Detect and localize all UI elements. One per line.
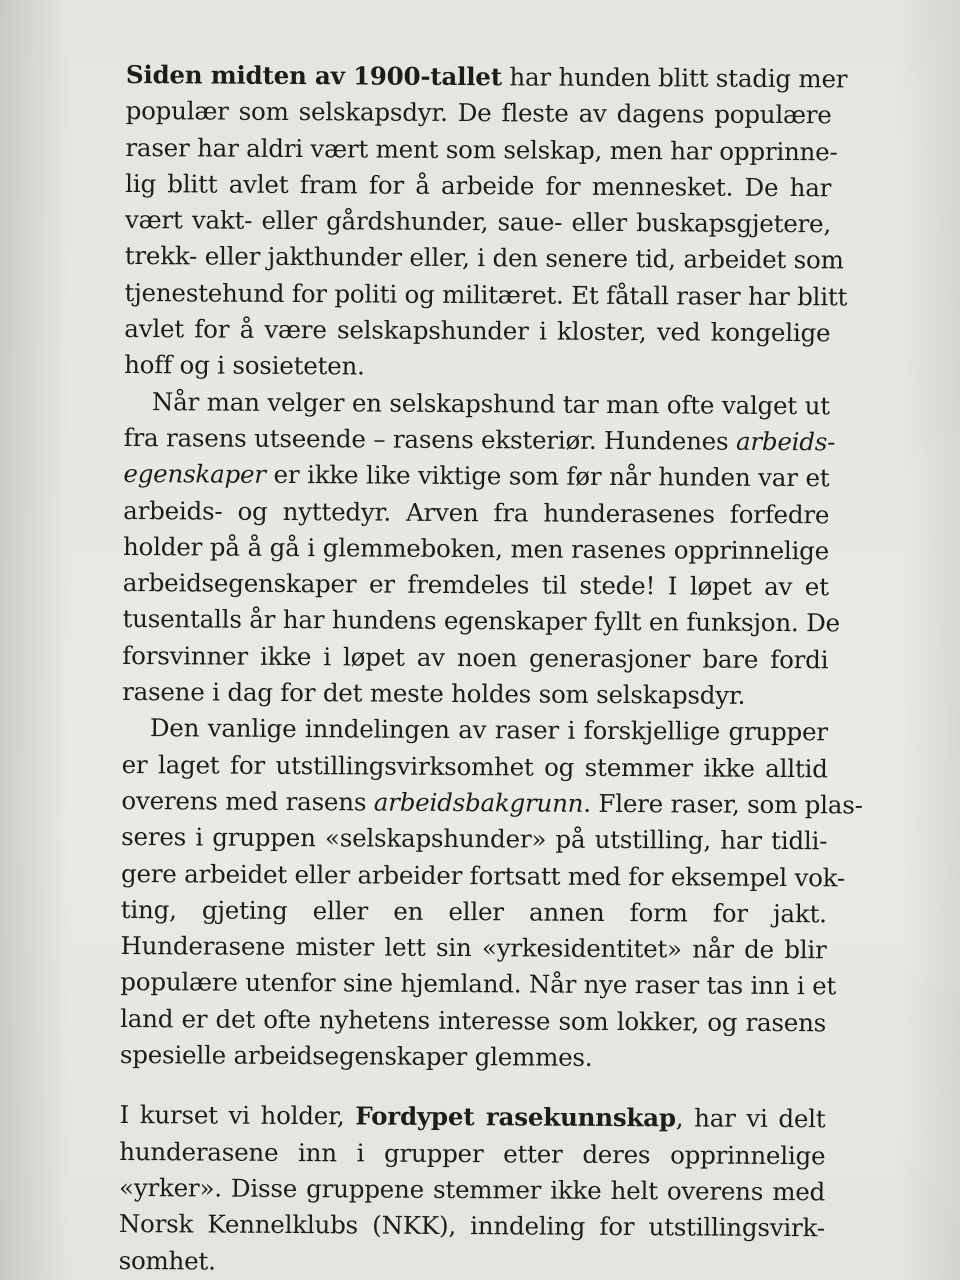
italic-term: egenskaper bbox=[123, 459, 266, 490]
text-line: rasene i dag for det meste holdes som selskapsdyr. bbox=[122, 677, 746, 710]
text-line: lig blitt avlet fram for å arbeide for mennesket. De har bbox=[125, 168, 832, 203]
text-line: trekk- eller jakthunder eller, i den senere tid, arbeidet som bbox=[124, 241, 844, 275]
text-line: hunderasene inn i grupper etter deres opprinnelige bbox=[119, 1136, 826, 1170]
text-line bbox=[119, 1097, 825, 1138]
text-line: somhet. bbox=[118, 1245, 216, 1276]
text-line: raser har aldri vært ment som selskap, men har opprinne- bbox=[125, 132, 838, 166]
text-line: vært vakt- eller gårdshunder, saue- eller buskapsgjetere, bbox=[124, 205, 832, 239]
text-line: ting, gjeting eller en eller annen form for jakt. bbox=[120, 894, 827, 929]
text-line: avlet for å være selskapshunder i kloster, ved kongelige bbox=[124, 314, 831, 348]
text-line: er laget for utstillingsvirksomhet og stemmer ikke alltid bbox=[121, 749, 828, 783]
text-line bbox=[125, 57, 848, 98]
paragraph-1 bbox=[124, 57, 848, 388]
body-text bbox=[118, 57, 863, 1280]
text-run: . Flere raser, som plas- bbox=[583, 788, 863, 820]
text-line: Hunderasene mister lett sin «yrkesidentitet» når de blir bbox=[120, 931, 827, 965]
text-line: holder på å gå i glemmeboken, men rasenes opprinnelige bbox=[122, 531, 830, 566]
text-line bbox=[123, 420, 836, 461]
text-line: arbeids- og nyttedyr. Arven fra hunderasenes forfedre bbox=[123, 495, 830, 529]
text-line: arbeidsegenskaper er fremdeles til stede! I løpet av et bbox=[122, 568, 829, 602]
text-run: er ikke like viktige som før når hunden var et bbox=[273, 460, 830, 493]
page-shadow-left bbox=[0, 0, 70, 1280]
text-line: Norsk Kennelklubs (NKK), inndeling for utstillingsvirk- bbox=[118, 1209, 825, 1243]
text-run: I kurset vi holder, bbox=[119, 1100, 356, 1131]
text-line: populær som selskapsdyr. De fleste av dagens populære bbox=[125, 96, 832, 130]
text-line: land er det ofte nyhetens interesse som lokker, og rasens bbox=[120, 1003, 827, 1038]
text-line bbox=[121, 783, 863, 824]
text-line: gere arbeidet eller arbeider fortsatt med for eksempel vok- bbox=[120, 858, 846, 892]
text-line: hoff og i sosieteten. bbox=[124, 350, 365, 381]
text-line: tusentalls år har hundens egenskaper fyllt en funksjon. De bbox=[122, 604, 841, 638]
text-line: forsvinner ikke i løpet av noen generasjoner bare fordi bbox=[122, 640, 829, 675]
bold-course-name: Fordypet rasekunnskap bbox=[355, 1101, 676, 1133]
paragraph-3 bbox=[119, 710, 863, 1077]
page-shadow-right bbox=[900, 0, 960, 1280]
text-run: har hunden blitt stadig mer bbox=[501, 62, 848, 94]
text-run: overens med rasens bbox=[121, 785, 374, 817]
text-line: «yrker». Disse gruppene stemmer ikke helt overens med bbox=[119, 1172, 826, 1207]
text-line: populære utenfor sine hjemland. Når nye raser tas inn i et bbox=[120, 967, 837, 1001]
paragraph-4 bbox=[119, 1097, 826, 1280]
paragraph-2 bbox=[122, 384, 841, 715]
italic-term: arbeidsbakgrunn bbox=[373, 787, 584, 818]
text-run: , har vi delt bbox=[675, 1103, 826, 1134]
text-line: tjenestehund for politi og militæret. Et fåtall raser har blitt bbox=[124, 277, 848, 312]
text-line: Den vanlige inndelingen av raser i forskjellige grupper bbox=[149, 713, 828, 747]
text-line: Når man velger en selskapshund tar man ofte valget ut bbox=[151, 386, 830, 420]
text-line: spesielle arbeidsegenskaper glemmes. bbox=[119, 1039, 593, 1072]
text-line bbox=[123, 456, 829, 497]
bold-lead: Siden midten av 1900-tallet bbox=[125, 59, 502, 92]
italic-term: arbeids- bbox=[735, 426, 836, 457]
text-line: seres i gruppen «selskapshunder» på utstilling, har tidli- bbox=[121, 822, 828, 856]
text-run: fra rasens utseende – rasens eksteriør. Hundenes bbox=[123, 422, 737, 456]
